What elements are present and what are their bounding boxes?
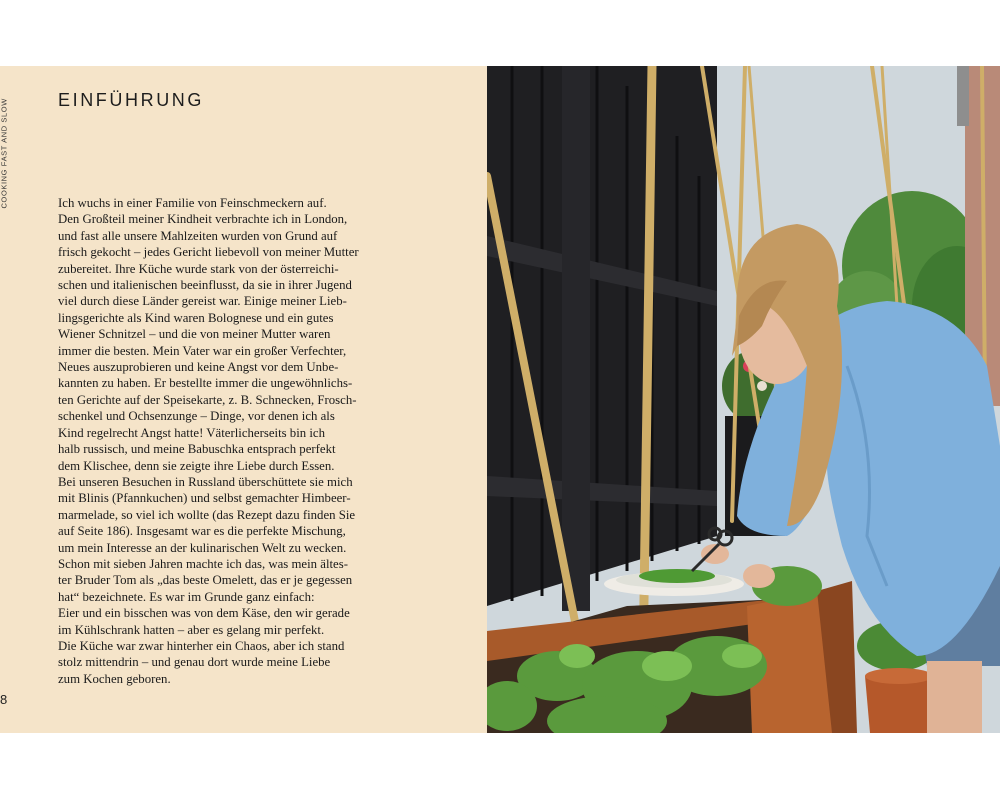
book-spread — [0, 66, 1000, 733]
garden-photo — [487, 66, 1000, 733]
page-number: 8 — [0, 692, 8, 707]
running-header: COOKING FAST AND SLOW — [0, 98, 9, 209]
body-text: Ich wuchs in einer Familie von Feinschmeckern auf. Den Großteil meiner Kindheit verbrachte ich in London, und fast alle unsere Mahlzeiten wurden von Grund auf frisch gekocht – jedes Gericht liebevoll von meiner Mutter zubereitet. Ihre Küche wurde stark von der österreichi- schen und italienischen beeinflusst, da sie in ihrer Jugend viel durch diese Länder gereist war. Einige meiner Lieb- lingsgerichte als Kind waren Bolognese und ein gutes Wiener Schnitzel – und die von meiner Mutter waren immer die besten. Mein Vater war ein großer Verfechter, Neues auszuprobieren und keine Angst vor dem Unbe- kannten zu haben. Er bestellte immer die ungewöhnlichs- ten Gerichte auf der Speisekarte, z. B. Schnecken, Frosch- schenkel und Ochsenzunge – Dinge, vor denen ich als Kind regelrecht Angst hatte! Väterlicherseits bin ich halb russisch, und meine Babuschka entsprach perfekt dem Klischee, denn sie zeigte ihre Liebe durch Essen. Bei unseren Besuchen in Russland überschüttete sie mich mit Blinis (Pfannkuchen) und selbst gemachter Himbeer- marmelade, so viel ich wollte (das Rezept dazu finden Sie auf Seite 186). Insgesamt war es die perfekte Mischung, um mein Interesse an der kulinarischen Welt zu wecken. Schon mit sieben Jahren machte ich das, was mein ältes- ter Bruder Tom als „das beste Omelett, das er je gegessen hat“ bezeichnete. Es war im Grunde ganz einfach: Eier und ein bisschen was von dem Käse, den wir gerade im Kühlschrank hatten – aber es gelang mir perfekt. Die Küche war zwar hinterher ein Chaos, aber ich stand stolz mittendrin – und genau dort wurde meine Liebe zum Kochen geboren. — [58, 196, 359, 686]
left-page — [0, 66, 487, 733]
chapter-title: EINFÜHRUNG — [58, 90, 204, 110]
